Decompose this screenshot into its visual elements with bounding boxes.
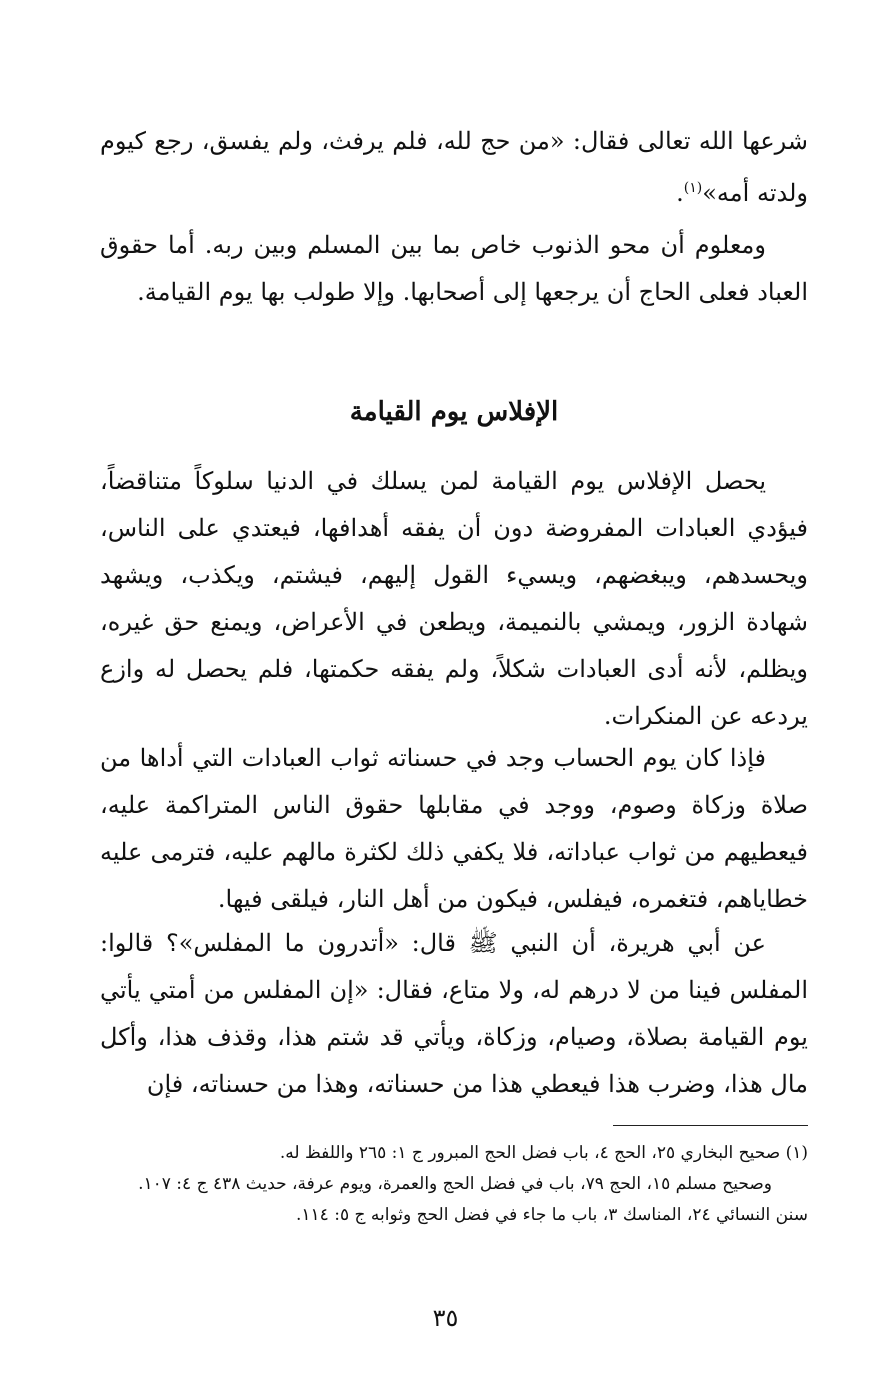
paragraph-hadith-hajj [100, 118, 808, 217]
paragraph-hadith-muflis: عن أبي هريرة، أن النبي ﷺ قال: «أتدرون ما المفلس»؟ قالوا: المفلس فينا من لا درهم له، ولا متاع، فقال: «إن المفلس من أمتي يأتي يوم القيامة بصلاة، وصيام، وزكاة، ويأتي قد شتم هذا، وقذف هذا، وأكل مال هذا، وضرب هذا فيعطي هذا من حسناته، وهذا من حسناته، فإن [100, 929, 808, 1098]
paragraph-end: . [676, 179, 684, 207]
footnote-1-nasai: سنن النسائي ٢٤، المناسك ٣، باب ما جاء في فضل الحج وثوابه ج ٥: ١١٤. [296, 1205, 808, 1225]
paragraph-judgment: فإذا كان يوم الحساب وجد في حسناته ثواب العبادات التي أداها من صلاة وزكاة وصوم، ووجد في مقابلها حقوق الناس المتراكمة عليه، فيعطيهم من ثواب عباداته، فلا يكفي ذلك لكثرة مالهم عليه، فترمى عليه خطاياهم، فتغمره، فيفلس، فيكون من أهل النار، فيلقى فيها. [100, 744, 808, 913]
paragraph-rights: ومعلوم أن محو الذنوب خاص بما بين المسلم وبين ربه. أما حقوق العباد فعلى الحاج أن يرجعها إلى أصحابها. وإلا طولب بها يوم القيامة. [100, 231, 808, 306]
paragraph-text: شرعها الله تعالى فقال: «من حج لله، فلم يرفث، ولم يفسق، رجع كيوم ولدته أمه» [100, 127, 808, 207]
section-heading: الإفلاس يوم القيامة [349, 397, 559, 427]
footnotes [100, 1138, 808, 1231]
footnote-1: (١) صحيح البخاري ٢٥، الحج ٤، باب فضل الحج المبرور ج ١: ٢٦٥ واللفظ له. [279, 1143, 808, 1163]
footnote-1-continued: وصحيح مسلم ١٥، الحج ٧٩، باب في فضل الحج والعمرة، ويوم عرفة، حديث ٤٣٨ ج ٤: ١٠٧. [138, 1174, 772, 1194]
page-number: ٣٥ [432, 1304, 459, 1332]
paragraph-bankruptcy: يحصل الإفلاس يوم القيامة لمن يسلك في الدنيا سلوكاً متناقضاً، فيؤدي العبادات المفروضة دون أن يفقه أهدافها، فيعتدي على الناس، ويحسدهم، ويبغضهم، ويسيء القول إليهم، فيشتم، ويكذب، ويشهد شهادة الزور، ويمشي بالنميمة، ويطعن في الأعراض، ويمنع حق غيره، ويظلم، لأنه أدى العبادات شكلاً، ولم يفقه حكمتها، فلم يحصل له وازع يردعه عن المنكرات. [100, 467, 808, 730]
footnote-ref[interactable]: (١) [683, 180, 703, 196]
footnote-divider [613, 1125, 808, 1126]
